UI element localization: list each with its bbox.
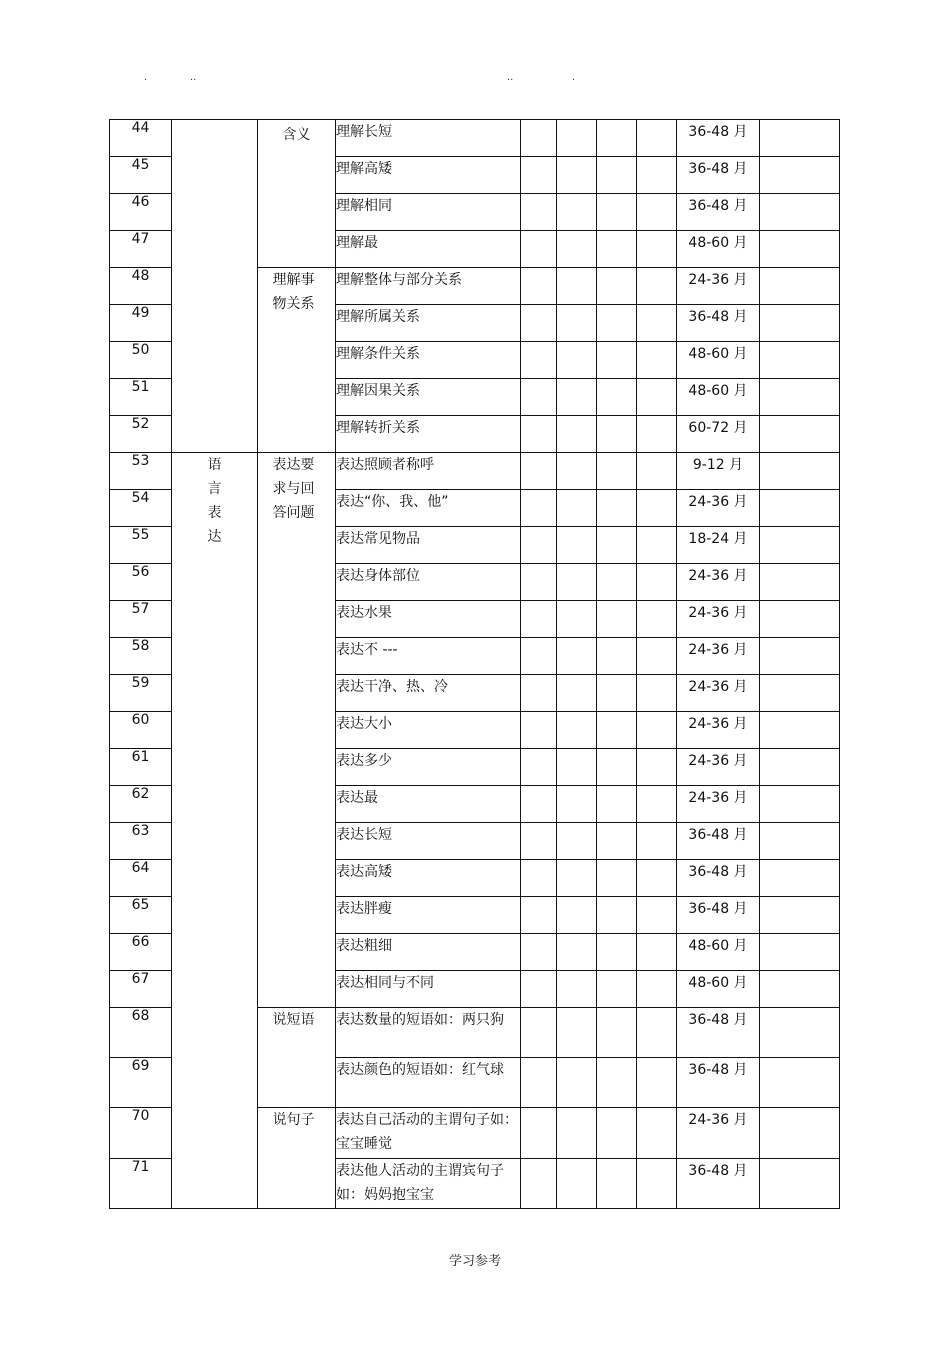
row-number: 57: [110, 601, 172, 638]
age-range: 48-60 月: [677, 934, 760, 971]
score-cell: [637, 971, 677, 1008]
subcategory-label: 理解事物关系: [272, 272, 315, 312]
header-dot: .: [572, 72, 576, 83]
age-range: 9-12 月: [677, 453, 760, 490]
score-cell: [557, 342, 597, 379]
item-description: 理解长短: [336, 120, 521, 157]
page-footer: 学习参考: [448, 1254, 501, 1269]
score-cell: [597, 194, 637, 231]
item-description: 表达胖瘦: [336, 897, 521, 934]
score-cell: [637, 1108, 677, 1159]
subcategory-label: 说句子: [272, 1112, 315, 1128]
item-description: 理解最: [336, 231, 521, 268]
item-description: 表达照顾者称呼: [336, 453, 521, 490]
item-description: 表达身体部位: [336, 564, 521, 601]
row-number: 47: [110, 231, 172, 268]
score-cell: [597, 453, 637, 490]
score-cell: [637, 934, 677, 971]
score-cell: [521, 120, 557, 157]
score-cell: [521, 934, 557, 971]
category-cell: [172, 453, 258, 1209]
remarks-cell: [760, 860, 840, 897]
score-cell: [521, 527, 557, 564]
score-cell: [521, 971, 557, 1008]
score-cell: [557, 897, 597, 934]
score-cell: [521, 157, 557, 194]
row-number: 58: [110, 638, 172, 675]
item-description: 表达大小: [336, 712, 521, 749]
score-cell: [597, 305, 637, 342]
score-cell: [521, 860, 557, 897]
score-cell: [521, 268, 557, 305]
item-description: 表达常见物品: [336, 527, 521, 564]
remarks-cell: [760, 1159, 840, 1209]
score-cell: [637, 860, 677, 897]
item-description: 表达长短: [336, 823, 521, 860]
row-number: 60: [110, 712, 172, 749]
age-range: 24-36 月: [677, 675, 760, 712]
score-cell: [557, 268, 597, 305]
score-cell: [521, 490, 557, 527]
subcategory-label: 含义: [282, 127, 311, 143]
remarks-cell: [760, 712, 840, 749]
subcategory-cell: [258, 1108, 336, 1209]
item-description: 理解整体与部分关系: [336, 268, 521, 305]
row-number: 54: [110, 490, 172, 527]
item-description: 表达自己活动的主谓句子如：宝宝睡觉: [336, 1108, 521, 1159]
score-cell: [637, 564, 677, 601]
item-description: 表达最: [336, 786, 521, 823]
score-cell: [521, 1108, 557, 1159]
item-description: 理解高矮: [336, 157, 521, 194]
score-cell: [597, 1008, 637, 1058]
score-cell: [597, 1159, 637, 1209]
score-cell: [637, 1159, 677, 1209]
score-cell: [597, 490, 637, 527]
remarks-cell: [760, 971, 840, 1008]
score-cell: [637, 749, 677, 786]
score-cell: [557, 527, 597, 564]
remarks-cell: [760, 231, 840, 268]
score-cell: [637, 675, 677, 712]
age-range: 24-36 月: [677, 564, 760, 601]
row-number: 45: [110, 157, 172, 194]
row-number: 53: [110, 453, 172, 490]
score-cell: [521, 416, 557, 453]
score-cell: [557, 490, 597, 527]
score-cell: [597, 1058, 637, 1108]
age-range: 24-36 月: [677, 749, 760, 786]
score-cell: [557, 157, 597, 194]
table-row: [110, 120, 840, 157]
remarks-cell: [760, 120, 840, 157]
remarks-cell: [760, 823, 840, 860]
score-cell: [557, 194, 597, 231]
remarks-cell: [760, 342, 840, 379]
score-cell: [521, 342, 557, 379]
remarks-cell: [760, 268, 840, 305]
item-description: 表达高矮: [336, 860, 521, 897]
score-cell: [557, 416, 597, 453]
age-range: 36-48 月: [677, 120, 760, 157]
score-cell: [597, 157, 637, 194]
score-cell: [597, 638, 637, 675]
score-cell: [597, 268, 637, 305]
score-cell: [521, 897, 557, 934]
remarks-cell: [760, 564, 840, 601]
row-number: 70: [110, 1108, 172, 1159]
row-number: 50: [110, 342, 172, 379]
age-range: 36-48 月: [677, 823, 760, 860]
score-cell: [521, 1159, 557, 1209]
row-number: 67: [110, 971, 172, 1008]
age-range: 24-36 月: [677, 638, 760, 675]
age-range: 36-48 月: [677, 860, 760, 897]
remarks-cell: [760, 194, 840, 231]
score-cell: [637, 490, 677, 527]
score-cell: [521, 786, 557, 823]
row-number: 55: [110, 527, 172, 564]
subcategory-cell: [258, 1008, 336, 1108]
age-range: 36-48 月: [677, 1008, 760, 1058]
score-cell: [597, 860, 637, 897]
remarks-cell: [760, 934, 840, 971]
score-cell: [557, 675, 597, 712]
remarks-cell: [760, 675, 840, 712]
item-description: 表达颜色的短语如：红气球: [336, 1058, 521, 1108]
score-cell: [597, 564, 637, 601]
score-cell: [521, 231, 557, 268]
subcategory-cell: [258, 268, 336, 453]
score-cell: [637, 231, 677, 268]
score-cell: [637, 638, 677, 675]
score-cell: [597, 231, 637, 268]
score-cell: [521, 1058, 557, 1108]
age-range: 24-36 月: [677, 490, 760, 527]
score-cell: [557, 1008, 597, 1058]
age-range: 24-36 月: [677, 786, 760, 823]
assessment-table: [109, 119, 840, 1209]
score-cell: [521, 564, 557, 601]
item-description: 表达他人活动的主谓宾句子如：妈妈抱宝宝: [336, 1159, 521, 1209]
score-cell: [521, 1008, 557, 1058]
score-cell: [557, 749, 597, 786]
item-description: 表达数量的短语如：两只狗: [336, 1008, 521, 1058]
item-description: 理解所属关系: [336, 305, 521, 342]
remarks-cell: [760, 897, 840, 934]
item-description: 表达不 ---: [336, 638, 521, 675]
item-description: 表达相同与不同: [336, 971, 521, 1008]
item-description: 表达干净、热、冷: [336, 675, 521, 712]
score-cell: [637, 712, 677, 749]
remarks-cell: [760, 1108, 840, 1159]
row-number: 64: [110, 860, 172, 897]
score-cell: [557, 601, 597, 638]
item-description: 理解因果关系: [336, 379, 521, 416]
row-number: 62: [110, 786, 172, 823]
score-cell: [557, 453, 597, 490]
remarks-cell: [760, 157, 840, 194]
remarks-cell: [760, 601, 840, 638]
row-number: 56: [110, 564, 172, 601]
score-cell: [637, 897, 677, 934]
score-cell: [557, 786, 597, 823]
score-cell: [637, 1008, 677, 1058]
score-cell: [521, 305, 557, 342]
score-cell: [637, 157, 677, 194]
header-dot: .: [144, 72, 148, 83]
table-row: [110, 453, 840, 490]
remarks-cell: [760, 786, 840, 823]
item-description: 表达水果: [336, 601, 521, 638]
age-range: 48-60 月: [677, 971, 760, 1008]
remarks-cell: [760, 749, 840, 786]
age-range: 36-48 月: [677, 897, 760, 934]
score-cell: [521, 601, 557, 638]
item-description: 理解相同: [336, 194, 521, 231]
score-cell: [637, 342, 677, 379]
score-cell: [521, 379, 557, 416]
subcategory-cell: [258, 453, 336, 1008]
score-cell: [597, 601, 637, 638]
age-range: 36-48 月: [677, 157, 760, 194]
remarks-cell: [760, 453, 840, 490]
score-cell: [597, 379, 637, 416]
score-cell: [637, 453, 677, 490]
age-range: 36-48 月: [677, 194, 760, 231]
row-number: 68: [110, 1008, 172, 1058]
age-range: 24-36 月: [677, 601, 760, 638]
score-cell: [637, 786, 677, 823]
score-cell: [521, 749, 557, 786]
score-cell: [637, 416, 677, 453]
category-label: 语言表达: [207, 457, 222, 545]
remarks-cell: [760, 638, 840, 675]
row-number: 65: [110, 897, 172, 934]
remarks-cell: [760, 1008, 840, 1058]
header-dot: ..: [507, 72, 514, 83]
subcategory-label: 说短语: [272, 1012, 315, 1028]
score-cell: [521, 194, 557, 231]
category-cell: [172, 120, 258, 453]
age-range: 36-48 月: [677, 1058, 760, 1108]
score-cell: [597, 712, 637, 749]
row-number: 69: [110, 1058, 172, 1108]
score-cell: [637, 194, 677, 231]
score-cell: [557, 120, 597, 157]
score-cell: [557, 712, 597, 749]
score-cell: [597, 971, 637, 1008]
score-cell: [557, 1159, 597, 1209]
score-cell: [557, 564, 597, 601]
score-cell: [597, 675, 637, 712]
remarks-cell: [760, 490, 840, 527]
age-range: 48-60 月: [677, 342, 760, 379]
row-number: 63: [110, 823, 172, 860]
score-cell: [557, 1108, 597, 1159]
item-description: 表达多少: [336, 749, 521, 786]
row-number: 52: [110, 416, 172, 453]
item-description: 表达粗细: [336, 934, 521, 971]
score-cell: [557, 860, 597, 897]
remarks-cell: [760, 305, 840, 342]
score-cell: [597, 342, 637, 379]
remarks-cell: [760, 527, 840, 564]
row-number: 59: [110, 675, 172, 712]
age-range: 24-36 月: [677, 712, 760, 749]
row-number: 71: [110, 1159, 172, 1209]
score-cell: [597, 749, 637, 786]
row-number: 66: [110, 934, 172, 971]
subcategory-label: 表达要求与回答问题: [272, 457, 315, 521]
age-range: 36-48 月: [677, 1159, 760, 1209]
row-number: 61: [110, 749, 172, 786]
item-description: 表达“你、我、他”: [336, 490, 521, 527]
score-cell: [557, 638, 597, 675]
age-range: 18-24 月: [677, 527, 760, 564]
score-cell: [521, 823, 557, 860]
score-cell: [557, 305, 597, 342]
score-cell: [637, 305, 677, 342]
row-number: 44: [110, 120, 172, 157]
item-description: 理解转折关系: [336, 416, 521, 453]
row-number: 46: [110, 194, 172, 231]
score-cell: [557, 971, 597, 1008]
score-cell: [597, 416, 637, 453]
score-cell: [637, 527, 677, 564]
remarks-cell: [760, 416, 840, 453]
remarks-cell: [760, 379, 840, 416]
age-range: 24-36 月: [677, 268, 760, 305]
score-cell: [521, 453, 557, 490]
score-cell: [557, 823, 597, 860]
subcategory-cell: [258, 120, 336, 268]
age-range: 60-72 月: [677, 416, 760, 453]
row-number: 51: [110, 379, 172, 416]
score-cell: [637, 120, 677, 157]
header-dot: ..: [190, 72, 197, 83]
age-range: 48-60 月: [677, 231, 760, 268]
score-cell: [637, 1058, 677, 1108]
score-cell: [597, 786, 637, 823]
age-range: 24-36 月: [677, 1108, 760, 1159]
score-cell: [597, 823, 637, 860]
score-cell: [597, 897, 637, 934]
score-cell: [597, 934, 637, 971]
row-number: 48: [110, 268, 172, 305]
score-cell: [557, 1058, 597, 1108]
score-cell: [557, 379, 597, 416]
score-cell: [597, 120, 637, 157]
score-cell: [521, 712, 557, 749]
score-cell: [637, 823, 677, 860]
score-cell: [521, 675, 557, 712]
score-cell: [557, 934, 597, 971]
score-cell: [637, 601, 677, 638]
score-cell: [521, 638, 557, 675]
score-cell: [597, 1108, 637, 1159]
age-range: 48-60 月: [677, 379, 760, 416]
item-description: 理解条件关系: [336, 342, 521, 379]
score-cell: [637, 379, 677, 416]
score-cell: [637, 268, 677, 305]
score-cell: [597, 527, 637, 564]
age-range: 36-48 月: [677, 305, 760, 342]
remarks-cell: [760, 1058, 840, 1108]
row-number: 49: [110, 305, 172, 342]
score-cell: [557, 231, 597, 268]
